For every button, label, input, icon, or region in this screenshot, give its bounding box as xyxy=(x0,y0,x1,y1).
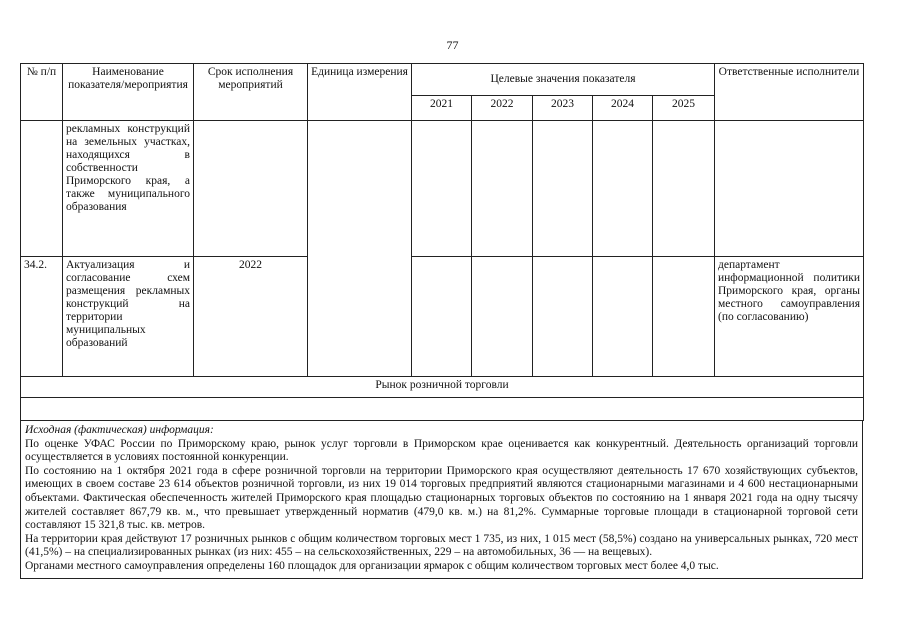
header-name: Наименование показателя/мероприятия xyxy=(63,64,194,121)
row-value xyxy=(472,257,533,377)
table-header-row xyxy=(21,64,864,96)
row-value xyxy=(533,121,593,257)
row-value xyxy=(653,257,715,377)
row-value xyxy=(593,121,653,257)
header-year-2021: 2021 xyxy=(412,96,472,121)
measures-table xyxy=(20,63,864,421)
row-value xyxy=(533,257,593,377)
row-responsible: департамент информационной политики Приморского края, органы местного самоуправления (по согласованию) xyxy=(715,257,864,377)
source-info-block xyxy=(20,421,863,579)
row-responsible xyxy=(715,121,864,257)
row-name: Актуализация и согласование схем размещения рекламных конструкций на территории муниципальных образований xyxy=(63,257,194,377)
header-targets: Целевые значения показателя xyxy=(412,64,715,96)
info-paragraph: Органами местного самоуправления определены 160 площадок для организации ярмарок с общим количеством торговых мест более 4,0 тыс. xyxy=(25,559,719,572)
header-year-2023: 2023 xyxy=(533,96,593,121)
header-num: № п/п xyxy=(21,64,63,121)
page-number: 77 xyxy=(446,38,459,52)
info-paragraph: На территории края действуют 17 розничных рынков с общим количеством торговых мест 1 735, из них, 1 015 мест (58,5%) создано на универсальных рынках, 720 мест (41,5%) – на специализированных рынках (из них: 455 – на сельскохозяйственных, 229 – на автомобильных, 36 — на вещевых). xyxy=(25,532,858,559)
header-responsible: Ответственные исполнители xyxy=(715,64,864,121)
section-row xyxy=(21,377,864,398)
spacer-row xyxy=(21,398,864,421)
row-value xyxy=(472,121,533,257)
row-value xyxy=(653,121,715,257)
row-num xyxy=(21,121,63,257)
table-row xyxy=(21,257,864,377)
section-title: Рынок розничной торговли xyxy=(21,377,864,398)
header-unit: Единица измерения xyxy=(308,64,412,121)
header-year-2024: 2024 xyxy=(593,96,653,121)
document-frame xyxy=(20,63,863,579)
row-term xyxy=(194,121,308,257)
row-value xyxy=(412,121,472,257)
info-title: Исходная (фактическая) информация: xyxy=(25,424,214,436)
spacer-cell xyxy=(21,398,864,421)
row-name: рекламных конструкций на земельных участках, находящихся в собственности Приморского края, а также муниципального образования xyxy=(63,121,194,257)
row-unit xyxy=(308,121,412,377)
header-year-2025: 2025 xyxy=(653,96,715,121)
table-row xyxy=(21,121,864,257)
header-term: Срок исполнения мероприятий xyxy=(194,64,308,121)
row-value xyxy=(412,257,472,377)
header-year-2022: 2022 xyxy=(472,96,533,121)
row-value xyxy=(593,257,653,377)
info-paragraph: По состоянию на 1 октября 2021 года в сфере розничной торговли на территории Приморского края осуществляют деятельность 17 670 хозяйствующих субъектов, имеющих в своем составе 23 614 объектов розничной торговли, из них 19 014 торговых предприятий являются стационарными магазинами и 4 600 нестационарными объектами. Фактическая обеспеченность жителей Приморского края площадью стационарных торговых объектов по состоянию на 1 января 2021 года на одну тысячу жителей составляет 867,79 кв. м., что превышает утвержденный норматив (479,0 кв. м.) на 81,2%. Суммарные торговые площади в стационарной торговой сети составляют 15 321,8 тыс. кв. метров. xyxy=(25,464,858,532)
info-paragraph: По оценке УФАС России по Приморскому краю, рынок услуг торговли в Приморском крае оценивается как конкурентный. Деятельность организаций торговли осуществляется в условиях постоянной конкуренции. xyxy=(25,437,858,464)
row-term: 2022 xyxy=(194,257,308,377)
row-num: 34.2. xyxy=(21,257,63,377)
